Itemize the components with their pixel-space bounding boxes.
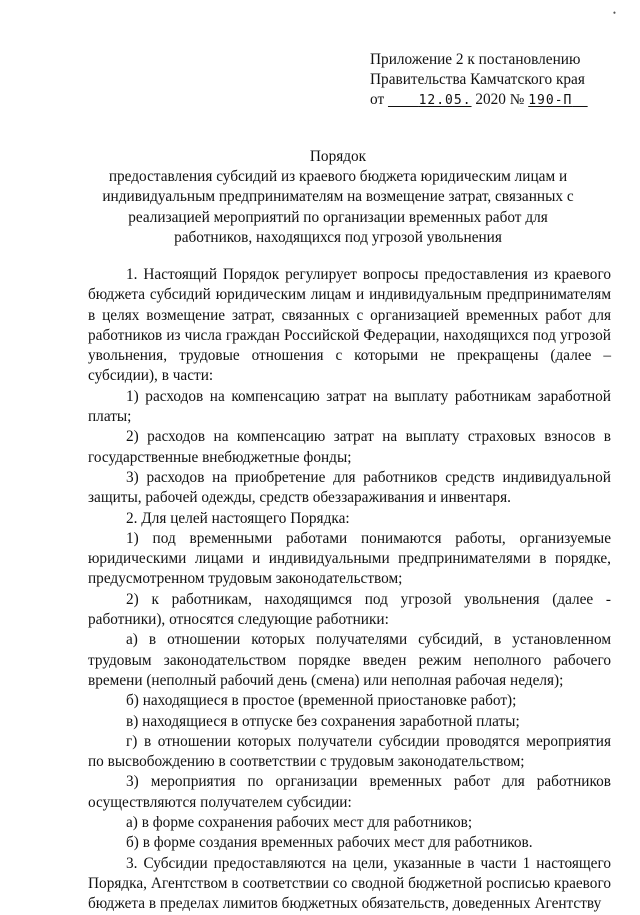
paragraph: 2) к работникам, находящимся под угрозой увольнения (далее - работники), относятся следующие работники: <box>88 590 611 629</box>
approval-line-2: Правительства Камчатского края <box>370 71 585 88</box>
number-value: 190-П <box>528 93 573 108</box>
date-prefix: от <box>370 91 385 108</box>
document-subtitle: предоставления субсидий из краевого бюджета юридическим лицам и индивидуальным предпринимателям на возмещение затрат, связанных с реализацией мероприятий по организации временных работ для работников, находящихся под угрозой увольнения <box>102 168 574 246</box>
paragraph: 2) расходов на компенсацию затрат на выплату страховых взносов в государственные внебюджетные фонды; <box>88 428 611 466</box>
number-prefix: № <box>509 91 525 108</box>
paragraph: 1. Настоящий Порядок регулирует вопросы предоставления из краевого бюджета субсидий юридическим лицам и индивидуальным предпринимателям в целях возмещение затрат, связанных с организацией временных работ для работников из числа граждан Российской Федерации, находящихся под угрозой увольнения, трудовые отношения с которыми не прекращены (далее – субсидии), в части: <box>88 266 611 385</box>
paragraph: а) в отношении которых получателями субсидий, в установленном трудовым законодательством порядке введен режим неполного рабочего времени (неполный рабочий день (смена) или неполная рабочая неделя); <box>88 631 611 689</box>
paragraph: б) в форме создания временных рабочих мест для работников. <box>126 834 533 852</box>
paragraph: б) находящиеся в простое (временной приостановке работ); <box>126 692 517 710</box>
paragraph: г) в отношении которых получатели субсидии проводятся мероприятия по высвобождению в соответствии с трудовым законодательством; <box>88 732 611 771</box>
number-underline-tail <box>572 91 587 108</box>
approval-block <box>370 50 620 111</box>
paragraph: 3) расходов на приобретение для работников средств индивидуальной защиты, рабочей одежды, средств обеззараживания и инвентаря. <box>88 468 611 507</box>
document-title: Порядок <box>309 148 367 165</box>
approval-line-1: Приложение 2 к постановлению <box>370 51 581 68</box>
date-value: 12.05. <box>418 93 472 108</box>
paragraph: а) в форме сохранения рабочих мест для работников; <box>126 814 473 832</box>
paragraph: 1) под временными работами понимаются работы, организуемые юридическими лицами и индивидуальными предпринимателями в порядке, предусмотренном трудовым законодательством; <box>88 529 611 588</box>
corner-mark: • <box>612 8 616 18</box>
paragraph: 3. Субсидии предоставляются на цели, указанные в части 1 настоящего Порядка, Агентством в соответствии со сводной бюджетной росписью краевого бюджета в пределах лимитов бюджетных обязательств, доведенных Агентству <box>88 854 611 913</box>
paragraph: 1) расходов на компенсацию затрат на выплату работникам заработной платы; <box>88 387 611 426</box>
date-underline-lead <box>388 91 419 108</box>
document-body <box>88 265 611 915</box>
paragraph: 2. Для целей настоящего Порядка: <box>126 509 350 527</box>
approval-date-line <box>370 90 620 111</box>
paragraph: в) находящиеся в отпуске без сохранения заработной платы; <box>126 712 520 730</box>
paragraph: 3) мероприятия по организации временных работ для работников осуществляются получателем субсидии: <box>88 773 611 811</box>
year: 2020 <box>475 91 506 108</box>
